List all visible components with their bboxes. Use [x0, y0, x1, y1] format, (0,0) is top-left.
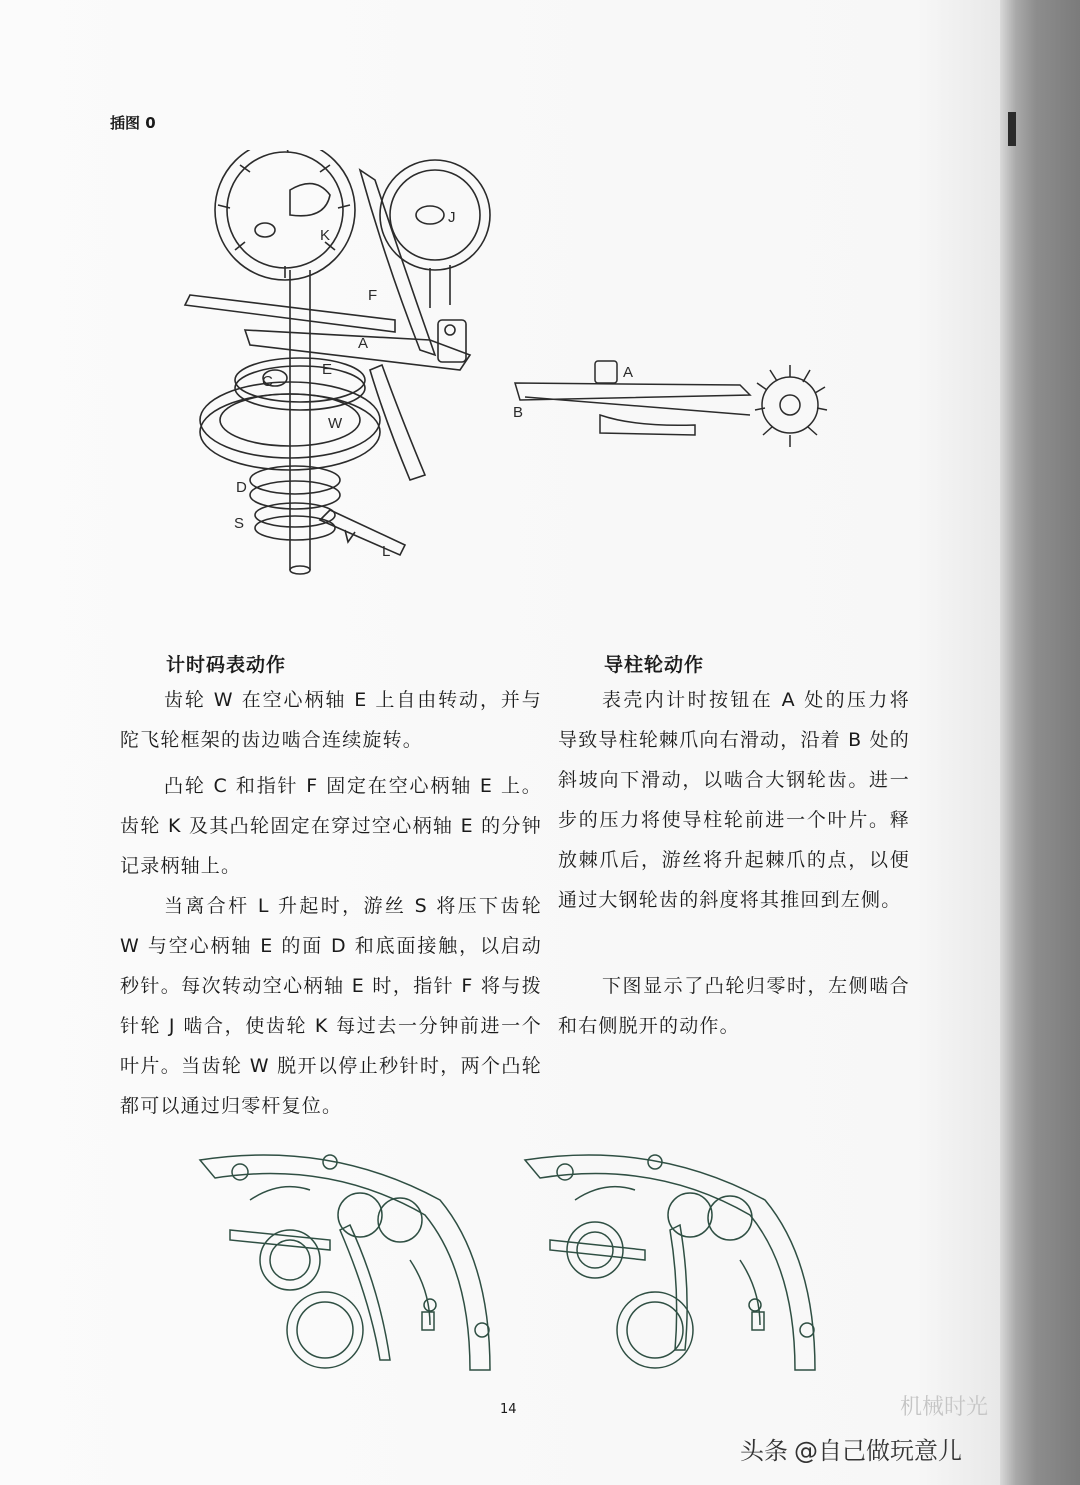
label-k: K — [320, 227, 331, 244]
label-b-side: B — [513, 404, 524, 421]
watermark-prefix: 头条 — [740, 1436, 788, 1465]
paragraph-gear-w: 齿轮 W 在空心柄轴 E 上自由转动，并与陀飞轮框架的齿边啮合连续旋转。 — [120, 689, 542, 751]
label-f: F — [368, 287, 378, 304]
label-a-main: A — [358, 335, 369, 352]
section-heading-chronograph: 计时码表动作 — [166, 654, 287, 676]
reset-disengaged-diagram — [515, 1140, 825, 1380]
central-shaft-shape — [290, 270, 310, 570]
paragraph-pusher-action: 表壳内计时按钮在 A 处的压力将导致导柱轮棘爪向右滑动，沿着 B 处的斜坡向下滑动，以啮合大钢轮齿。进一步的压力将使导柱轮前进一个叶片。释放棘爪后，游丝将升起棘爪的点，以便通过大钢轮齿的斜度将其推回到左侧。 — [558, 689, 910, 911]
watermark-faded-text: 机械时光 — [900, 1395, 989, 1420]
section-heading-column-wheel: 导柱轮动作 — [604, 654, 705, 676]
spine-tab-mark — [1008, 112, 1016, 146]
figure-label: 插图 0 — [110, 114, 156, 132]
paragraph-clutch-lever: 当离合杆 L 升起时，游丝 S 将压下齿轮 W 与空心柄轴 E 的面 D 和底面接触，以启动秒针。每次转动空心柄轴 E 时，指针 F 将与拨针轮 J 啮合，使齿轮 K 每过去一分钟前进一个叶片。当齿轮 W 脱开以停止秒针时，两个凸轮都可以通过归零杆复位。 — [120, 895, 542, 1117]
paragraph-cam-c: 凸轮 C 和指针 F 固定在空心柄轴 E 上。齿轮 K 及其凸轮固定在穿过空心柄轴 E 的分钟记录柄轴上。 — [120, 775, 542, 877]
label-s: S — [234, 515, 245, 532]
gear-k-shape — [215, 150, 355, 280]
book-spine-shadow — [1000, 0, 1080, 1485]
label-e: E — [322, 361, 333, 378]
pointer-f-shape — [360, 170, 435, 355]
label-a-side: A — [623, 364, 634, 381]
reset-engaged-diagram — [190, 1140, 500, 1380]
column-wheel-ratchet-diagram — [505, 355, 835, 465]
label-c: C — [262, 373, 273, 390]
label-d: D — [236, 479, 247, 496]
label-l: L — [382, 543, 391, 560]
paragraph-reset-figure: 下图显示了凸轮归零时，左侧啮合和右侧脱开的动作。 — [558, 975, 910, 1037]
chronograph-mechanism-diagram — [170, 150, 510, 620]
label-w: W — [328, 415, 343, 432]
label-j: J — [448, 209, 456, 226]
page-number: 14 — [500, 1402, 517, 1417]
watermark-handle: @自己做玩意儿 — [794, 1436, 962, 1465]
watermark — [740, 1428, 1060, 1468]
